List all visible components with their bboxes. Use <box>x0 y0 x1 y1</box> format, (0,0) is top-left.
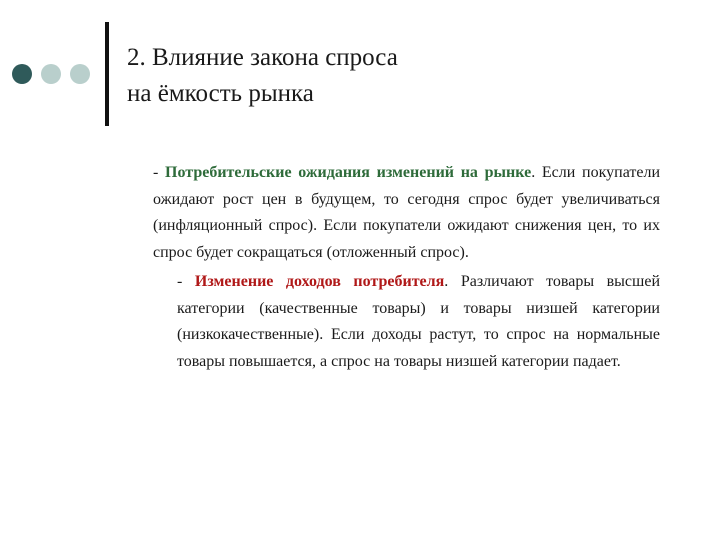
paragraph-highlight: Потребительские ожидания изменений на рынке <box>165 164 532 181</box>
paragraph-expectations <box>153 160 660 266</box>
slide-title-line-2: на ёмкость рынка <box>127 80 314 107</box>
slide-title-line-1: 2. Влияние закона спроса <box>127 44 398 71</box>
paragraph-highlight: Изменение доходов потребителя <box>194 273 445 290</box>
paragraph-text: . Если покупатели ожидают рост цен в будущем, то сегодня спрос будет увеличиваться (инфляционный спрос). Если покупатели ожидают снижения цен, то их спрос будет сокращаться (отложенный спрос). <box>153 164 661 261</box>
title-divider <box>105 22 109 126</box>
slide-title <box>127 40 687 112</box>
dot-light-icon <box>41 64 61 84</box>
dot-light-icon <box>70 64 90 84</box>
paragraph-prefix: - <box>177 273 195 290</box>
paragraph-prefix: - <box>153 164 166 181</box>
dot-dark-icon <box>12 64 32 84</box>
paragraph-income <box>153 269 660 375</box>
slide-body <box>153 160 660 375</box>
decorative-dots <box>12 64 90 84</box>
paragraph-text: . Различают товары высшей категории (качественные товары) и товары низшей категории (низкокачественные). Если доходы растут, то спрос на нормальные товары повышается, а спрос на товары низшей категории падает. <box>177 273 661 370</box>
